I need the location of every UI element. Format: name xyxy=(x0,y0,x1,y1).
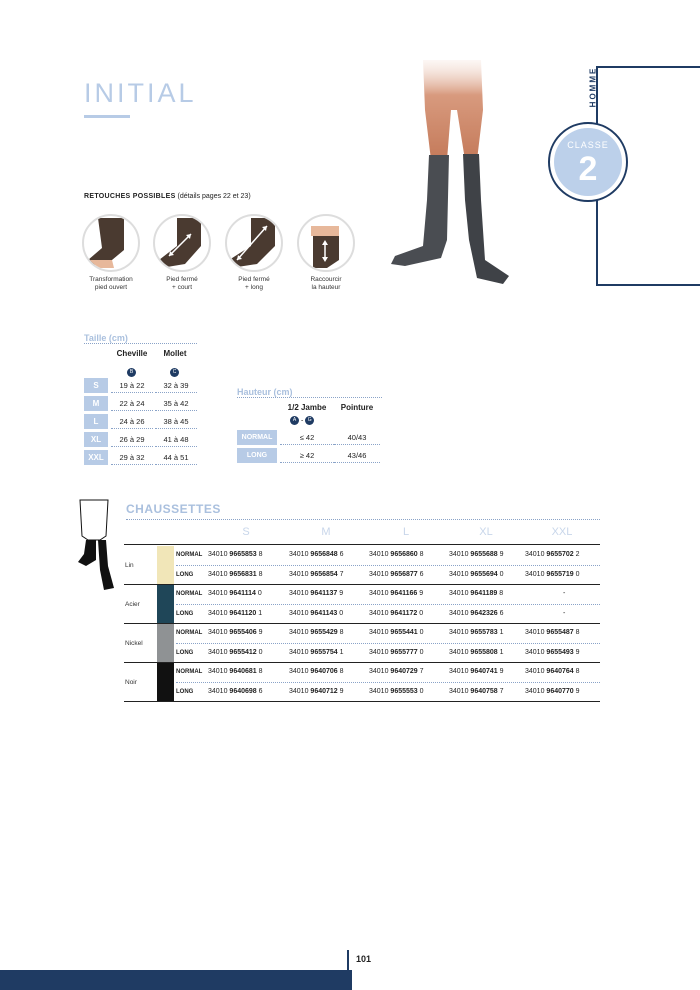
size-xl: XL xyxy=(84,432,108,447)
mollet-xxl: 44 à 51 xyxy=(155,450,197,465)
chaussettes-title: CHAUSSETTES xyxy=(126,502,221,516)
taille-col-cheville: Cheville xyxy=(116,349,148,358)
color-name: Lin xyxy=(125,561,134,569)
ean-code: 34010 9655777 0 xyxy=(369,648,424,656)
ean-code: 34010 9640729 7 xyxy=(369,668,424,675)
ean-code: 34010 9640712 9 xyxy=(289,687,344,695)
classe-label: CLASSE xyxy=(567,140,609,150)
ean-code: 34010 9655553 0 xyxy=(369,687,424,695)
retouche-shorter-foot: Pied fermé + court xyxy=(150,214,214,292)
taille-col-mollet: Mollet xyxy=(163,349,187,358)
ean-code: 34010 9656848 6 xyxy=(289,551,344,558)
ean-code: 34010 9656831 8 xyxy=(208,570,263,578)
color-swatch xyxy=(157,585,174,623)
pointure-normal: 40/43 xyxy=(334,430,380,445)
ean-code: 34010 9640698 6 xyxy=(208,687,263,695)
hauteur-col-jambe: 1/2 Jambe xyxy=(287,403,327,412)
row-separator xyxy=(124,662,600,663)
length-label: LONG xyxy=(176,649,194,656)
title-underline xyxy=(84,115,130,118)
ean-code: 34010 9641114 0 xyxy=(208,590,262,597)
hauteur-title: Hauteur (cm) xyxy=(237,387,293,397)
ean-code: 34010 9655429 8 xyxy=(289,629,344,636)
ean-code: 34010 9640770 9 xyxy=(525,687,580,695)
size-header-m: M xyxy=(321,526,331,538)
shorten-height-icon xyxy=(297,214,355,272)
cheville-s: 19 à 22 xyxy=(111,378,153,393)
footer-divider xyxy=(347,950,349,990)
ean-code: 34010 9642326 6 xyxy=(449,609,504,617)
retouche-open-foot: Transformation pied ouvert xyxy=(79,214,143,292)
row-separator xyxy=(176,565,600,567)
mollet-s: 32 à 39 xyxy=(155,378,197,393)
ean-code: 34010 9641166 9 xyxy=(369,590,424,597)
size-header-l: L xyxy=(402,526,410,538)
row-separator xyxy=(176,682,600,684)
hauteur-long: LONG xyxy=(237,448,277,463)
ean-code: 34010 9655783 1 xyxy=(449,629,504,636)
cheville-m: 22 à 24 xyxy=(111,396,153,411)
size-header-s: S xyxy=(242,526,250,538)
length-label: LONG xyxy=(176,571,194,578)
ean-code: 34010 9656860 8 xyxy=(369,551,424,558)
chaussettes-rule xyxy=(126,519,600,520)
row-separator xyxy=(176,604,600,606)
length-label: LONG xyxy=(176,688,194,695)
ean-code: 34010 9655493 9 xyxy=(525,648,580,656)
color-name: Acier xyxy=(125,600,140,608)
ean-code: 34010 9640706 8 xyxy=(289,668,344,675)
cheville-l: 24 à 26 xyxy=(111,414,153,429)
cheville-xl: 26 à 29 xyxy=(111,432,153,447)
retouches-heading: RETOUCHES POSSIBLES (détails pages 22 et 23) xyxy=(84,193,251,200)
ean-code: 34010 9641189 8 xyxy=(449,590,504,597)
row-separator xyxy=(124,623,600,624)
product-photo xyxy=(385,50,525,290)
mollet-l: 38 à 45 xyxy=(155,414,197,429)
size-header-xxl: XXL xyxy=(551,526,573,538)
classe-number: 2 xyxy=(578,150,598,188)
taille-rule xyxy=(84,343,197,344)
ean-code: - xyxy=(563,609,566,617)
longer-foot-icon xyxy=(225,214,283,272)
ean-code: 34010 9655441 0 xyxy=(369,629,424,636)
page-title: INITIAL xyxy=(84,78,197,108)
ean-code: 34010 9655719 0 xyxy=(525,570,580,578)
ean-code: 34010 9655688 9 xyxy=(449,551,504,558)
side-rule-bottom xyxy=(596,284,700,286)
dot-c: C xyxy=(170,364,179,382)
size-l: L xyxy=(84,414,108,429)
mollet-m: 35 à 42 xyxy=(155,396,197,411)
hauteur-normal: NORMAL xyxy=(237,430,277,445)
ean-code: 34010 9656877 6 xyxy=(369,570,424,578)
open-foot-icon xyxy=(82,214,140,272)
sock-icon xyxy=(74,496,120,596)
ean-code: 34010 9655694 0 xyxy=(449,570,504,578)
length-label: LONG xyxy=(176,610,194,617)
ean-code: 34010 9640764 8 xyxy=(525,668,580,675)
retouche-longer-foot: Pied fermé + long xyxy=(222,214,286,292)
ean-code: 34010 9641143 0 xyxy=(289,609,344,617)
length-label: NORMAL xyxy=(176,591,203,597)
taille-title: Taille (cm) xyxy=(84,333,128,343)
ean-code: 34010 9665853 8 xyxy=(208,551,263,558)
size-xxl: XXL xyxy=(84,450,108,465)
shorter-foot-icon xyxy=(153,214,211,272)
color-swatch xyxy=(157,624,174,662)
ean-code: 34010 9655808 1 xyxy=(449,648,504,656)
retouche-shorten-height: Raccourcir la hauteur xyxy=(294,214,358,292)
length-label: NORMAL xyxy=(176,669,203,675)
color-swatch xyxy=(157,663,174,701)
hauteur-col-pointure: Pointure xyxy=(340,403,374,412)
ean-code: 34010 9655702 2 xyxy=(525,551,580,558)
row-separator xyxy=(124,701,600,702)
pointure-long: 43/46 xyxy=(334,448,380,463)
ean-code: 34010 9640681 8 xyxy=(208,668,263,675)
jambe-long: ≥ 42 xyxy=(280,448,334,463)
dots-a-g: A - G xyxy=(290,416,314,425)
mollet-xl: 41 à 48 xyxy=(155,432,197,447)
ean-code: 34010 9655412 0 xyxy=(208,648,263,656)
ean-code: 34010 9656854 7 xyxy=(289,570,344,578)
ean-code: 34010 9641137 9 xyxy=(289,590,344,597)
ean-code: 34010 9640758 7 xyxy=(449,687,504,695)
ean-code: 34010 9655487 8 xyxy=(525,629,580,636)
color-swatch xyxy=(157,546,174,584)
color-name: Nickel xyxy=(125,639,143,647)
ean-code: 34010 9641120 1 xyxy=(208,609,263,617)
ean-code: 34010 9641172 0 xyxy=(369,609,424,617)
table-rule-top xyxy=(124,544,600,545)
hauteur-rule xyxy=(237,397,382,398)
footer-bar xyxy=(0,970,352,990)
size-header-xl: XL xyxy=(479,526,493,538)
page-number: 101 xyxy=(356,954,372,964)
length-label: NORMAL xyxy=(176,630,203,636)
size-s: S xyxy=(84,378,108,393)
row-separator xyxy=(124,584,600,585)
ean-code: 34010 9655406 9 xyxy=(208,629,263,636)
ean-code: - xyxy=(563,590,566,597)
row-separator xyxy=(176,643,600,645)
color-name: Noir xyxy=(125,678,137,686)
ean-code: 34010 9640741 9 xyxy=(449,668,504,675)
length-label: NORMAL xyxy=(176,552,203,558)
size-m: M xyxy=(84,396,108,411)
ean-code: 34010 9655754 1 xyxy=(289,648,344,656)
jambe-normal: ≤ 42 xyxy=(280,430,334,445)
dot-b: B xyxy=(127,364,136,382)
cheville-xxl: 29 à 32 xyxy=(111,450,153,465)
gender-label: HOMME xyxy=(588,66,598,108)
